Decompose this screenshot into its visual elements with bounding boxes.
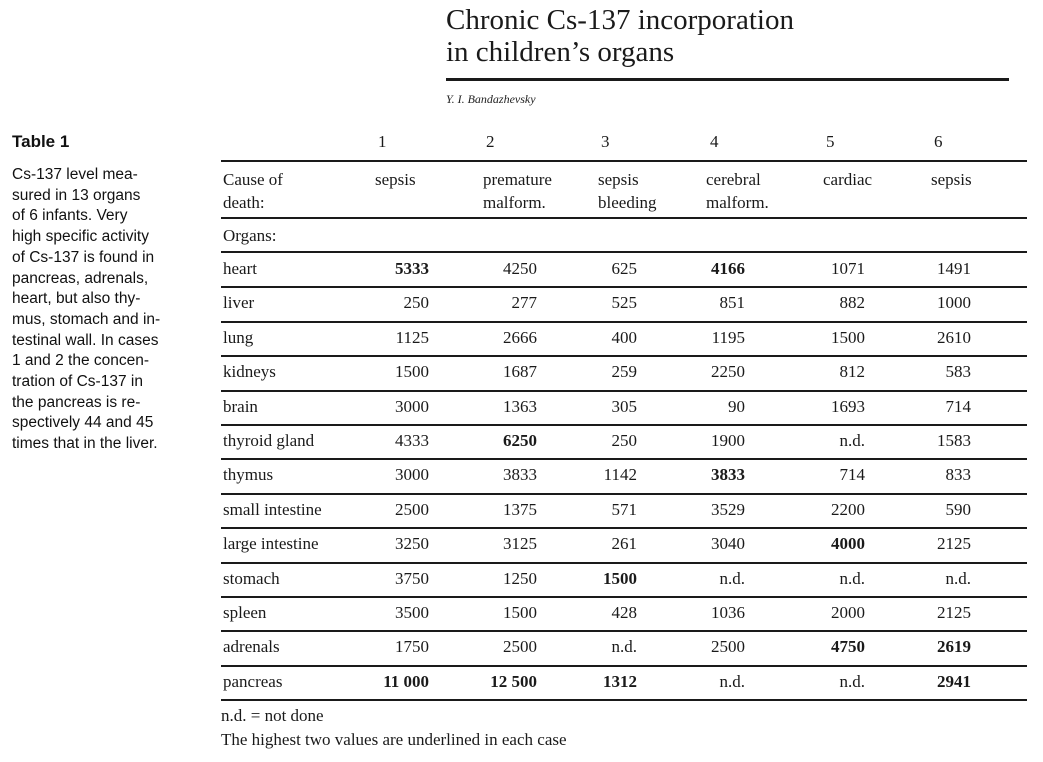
table-cell: 3125	[503, 534, 537, 553]
table-cell: 714	[839, 465, 865, 484]
table-row	[221, 425, 1027, 459]
cause-of-death	[375, 168, 416, 214]
table-cell: 3750	[395, 569, 429, 588]
organ-name: brain	[223, 397, 258, 416]
table-cell: 250	[611, 431, 637, 450]
table-caption	[12, 165, 197, 455]
table-cell: n.d.	[719, 569, 745, 588]
table-row	[221, 253, 1027, 287]
table-cell: 625	[611, 259, 637, 278]
table-cell: 851	[719, 293, 745, 312]
case-number: 2	[486, 132, 495, 151]
table-rule	[221, 160, 1027, 162]
article-author: Y. I. Bandazhevsky	[446, 92, 536, 106]
table-rule	[221, 699, 1027, 701]
table-cell: 3529	[711, 500, 745, 519]
caption-line: heart, but also thy-	[12, 290, 141, 308]
article-title	[446, 4, 1016, 68]
organ-name: thymus	[223, 465, 274, 484]
cause-line: malform.	[706, 193, 769, 212]
article-title-line-2: in children’s organs	[446, 36, 675, 68]
table-row	[221, 287, 1027, 321]
table-cell: 11 000	[383, 672, 429, 691]
case-number: 4	[710, 132, 719, 151]
table-cell: n.d.	[839, 569, 865, 588]
cause-of-death	[483, 168, 552, 214]
caption-line: tration of Cs-137 in	[12, 373, 143, 391]
organs-label: Organs:	[223, 226, 277, 245]
table-cell: 1000	[937, 293, 971, 312]
table-cell: 2500	[395, 500, 429, 519]
table-cell: 3250	[395, 534, 429, 553]
table-row	[221, 356, 1027, 390]
table-cell: 2250	[711, 362, 745, 381]
table-cell: 714	[945, 397, 971, 416]
table-cell: 1900	[711, 431, 745, 450]
table-row	[221, 597, 1027, 631]
table-cell: 90	[728, 397, 745, 416]
cause-line	[931, 191, 972, 214]
table-cell: n.d.	[839, 672, 865, 691]
table-cell: 1500	[503, 603, 537, 622]
table-cell: 2619	[937, 637, 971, 656]
organ-name: liver	[223, 293, 255, 312]
table-row	[221, 391, 1027, 425]
cause-label-line-1: Cause of	[223, 170, 283, 189]
table-cell: 259	[611, 362, 637, 381]
table-cell: 12 500	[490, 672, 537, 691]
organ-name: stomach	[223, 569, 280, 588]
table-row	[221, 322, 1027, 356]
table-row	[221, 563, 1027, 597]
table-row	[221, 494, 1027, 528]
table-cell: 2500	[711, 637, 745, 656]
table-cell: 1687	[503, 362, 537, 381]
table-cell: 261	[611, 534, 637, 553]
table-row	[221, 459, 1027, 493]
cause-of-death	[931, 168, 972, 214]
table-cell: 1375	[503, 500, 537, 519]
table-cell: n.d.	[945, 569, 971, 588]
organ-name: heart	[223, 259, 257, 278]
table-cell: 2500	[503, 637, 537, 656]
caption-line: testinal wall. In cases	[12, 331, 159, 349]
cause-line: bleeding	[598, 193, 657, 212]
table-cell: 2610	[937, 328, 971, 347]
case-number: 6	[934, 132, 943, 151]
caption-line: high specific activity	[12, 228, 149, 246]
table-cell: 1750	[395, 637, 429, 656]
table-cell: 277	[511, 293, 537, 312]
table-cell: 1363	[503, 397, 537, 416]
table-cell: 882	[839, 293, 865, 312]
table-cell: 571	[611, 500, 637, 519]
organ-name: adrenals	[223, 637, 280, 656]
cause-line: premature	[483, 170, 552, 189]
cause-line: sepsis	[375, 170, 416, 189]
cause-of-death	[823, 168, 872, 214]
cause-line: cardiac	[823, 170, 873, 189]
table-cell: 2941	[937, 672, 971, 691]
table-cell: 428	[611, 603, 637, 622]
table-cell: n.d.	[839, 431, 865, 450]
table-cell: 1693	[831, 397, 865, 416]
organ-name: small intestine	[223, 500, 322, 519]
table-cell: 4000	[831, 534, 865, 553]
cause-of-death	[706, 168, 769, 214]
cause-label-line-2: death:	[223, 193, 265, 212]
title-rule	[446, 78, 1009, 81]
cause-of-death-label	[223, 168, 283, 214]
table-cell: 2125	[937, 534, 971, 553]
table-cell: 1125	[395, 328, 429, 347]
cause-line: sepsis	[598, 170, 639, 189]
table-label: Table 1	[12, 132, 70, 151]
table-cell: 4333	[395, 431, 429, 450]
table-cell: 1500	[831, 328, 865, 347]
table-cell: n.d.	[611, 637, 637, 656]
organ-name: spleen	[223, 603, 267, 622]
table-row	[221, 666, 1027, 700]
cause-line: cerebral	[706, 170, 761, 189]
table-cell: 590	[945, 500, 971, 519]
table-cell: 812	[839, 362, 865, 381]
table-cell: 1195	[711, 328, 745, 347]
cause-line: sepsis	[931, 170, 972, 189]
organ-name: large intestine	[223, 534, 319, 553]
table-cell: 4750	[831, 637, 865, 656]
table-cell: 3000	[395, 465, 429, 484]
table-cell: 1583	[937, 431, 971, 450]
table-cell: 3833	[503, 465, 537, 484]
table-cell: 1500	[603, 569, 637, 588]
table-cell: 2000	[831, 603, 865, 622]
footnote-highest: The highest two values are underlined in each case	[221, 730, 567, 749]
cause-of-death	[598, 168, 657, 214]
cause-line	[375, 191, 416, 214]
table-cell: 250	[403, 293, 429, 312]
caption-line: Cs-137 level mea-	[12, 166, 138, 183]
table-cell: 305	[611, 397, 637, 416]
footnote-nd: n.d. = not done	[221, 706, 324, 725]
table-cell: 1312	[603, 672, 637, 691]
table-cell: 1142	[603, 465, 637, 484]
cause-line: malform.	[483, 193, 546, 212]
case-number: 5	[826, 132, 835, 151]
caption-line: 1 and 2 the concen-	[12, 352, 150, 370]
caption-line: sured in 13 organs	[12, 186, 141, 204]
organ-name: kidneys	[223, 362, 276, 381]
table-cell: 583	[945, 362, 971, 381]
table-rule	[221, 217, 1027, 219]
table-cell: 1071	[831, 259, 865, 278]
article-title-line-1: Chronic Cs-137 incorporation	[446, 4, 794, 36]
table-cell: 1491	[937, 259, 971, 278]
table-cell: 6250	[503, 431, 537, 450]
table-row	[221, 631, 1027, 665]
table-cell: 5333	[395, 259, 429, 278]
table-cell: 4250	[503, 259, 537, 278]
organ-name: lung	[223, 328, 254, 347]
table-cell: 4166	[711, 259, 745, 278]
organ-name: thyroid gland	[223, 431, 315, 450]
table-cell: 1500	[395, 362, 429, 381]
table-cell: 525	[611, 293, 637, 312]
cause-line	[823, 191, 872, 214]
table-cell: 400	[611, 328, 637, 347]
caption-line: times that in the liver.	[12, 435, 158, 453]
table-cell: 3040	[711, 534, 745, 553]
table-cell: 1036	[711, 603, 745, 622]
case-number: 1	[378, 132, 387, 151]
table-cell: 3833	[711, 465, 745, 484]
table-cell: 2125	[937, 603, 971, 622]
table-cell: 3000	[395, 397, 429, 416]
caption-line: spectively 44 and 45	[12, 414, 154, 432]
caption-line: mus, stomach and in-	[12, 310, 161, 328]
table-cell: n.d.	[719, 672, 745, 691]
table-cell: 2200	[831, 500, 865, 519]
table-cell: 833	[945, 465, 971, 484]
caption-line: of Cs-137 is found in	[12, 248, 155, 266]
table-cell: 3500	[395, 603, 429, 622]
table-row	[221, 528, 1027, 562]
caption-line: the pancreas is re-	[12, 393, 141, 411]
table-cell: 1250	[503, 569, 537, 588]
table-cell: 2666	[503, 328, 537, 347]
caption-line: pancreas, adrenals,	[12, 269, 149, 287]
caption-line: of 6 infants. Very	[12, 207, 128, 225]
organ-name: pancreas	[223, 672, 283, 691]
case-number: 3	[601, 132, 610, 151]
